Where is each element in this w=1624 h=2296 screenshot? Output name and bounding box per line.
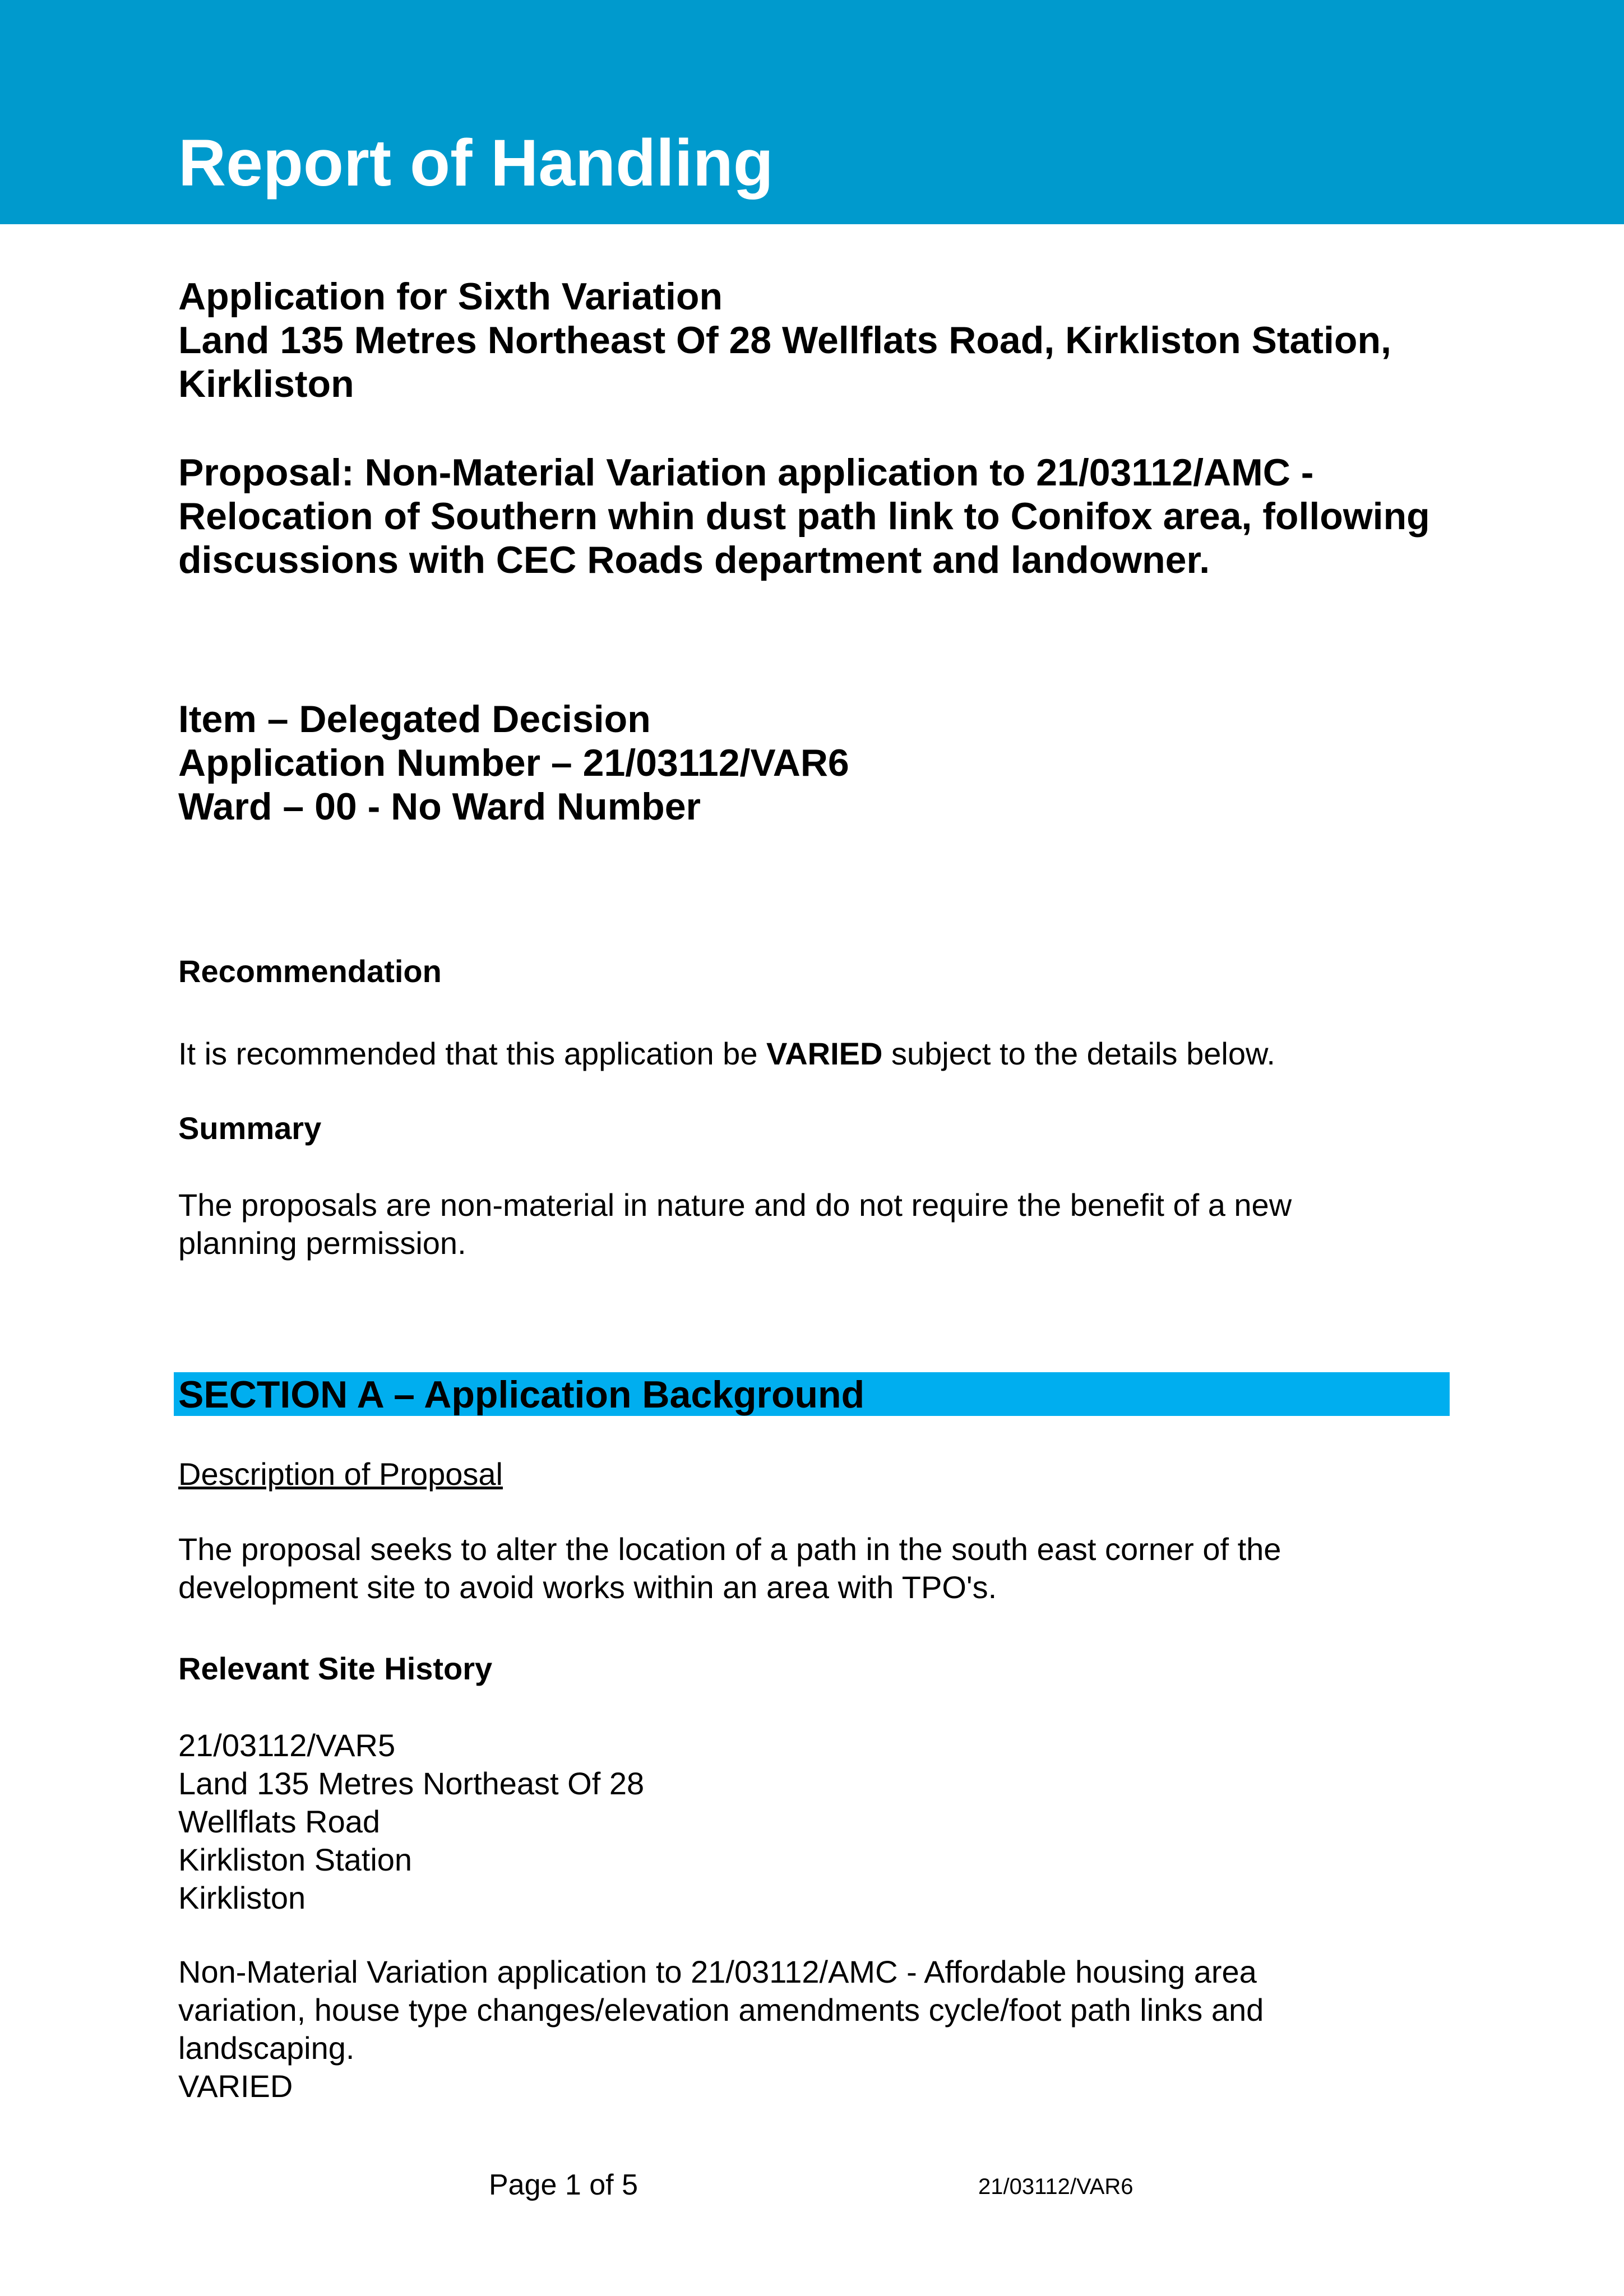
- description-heading: Description of Proposal: [178, 1456, 503, 1492]
- footer-reference: 21/03112/VAR6: [978, 2174, 1133, 2199]
- description-line: The proposal seeks to alter the location of a path in the south east corner of the: [178, 1531, 1281, 1567]
- summary-heading: Summary: [178, 1110, 322, 1146]
- recommendation-text-before: It is recommended that this application be: [178, 1036, 767, 1071]
- proposal-line: Relocation of Southern whin dust path link to Conifox area, following: [178, 495, 1430, 538]
- description-line: development site to avoid works within an area with TPO's.: [178, 1570, 997, 1605]
- history-address-line: Land 135 Metres Northeast Of 28: [178, 1766, 645, 1801]
- item-details: [178, 697, 1451, 828]
- application-title: Application for Sixth Variation: [178, 275, 723, 318]
- summary-text: [178, 1186, 1451, 1262]
- application-address-line: Kirkliston: [178, 363, 354, 405]
- report-title: Report of Handling: [178, 126, 774, 200]
- history-address-line: Kirkliston Station: [178, 1842, 413, 1877]
- history-description-line: variation, house type changes/elevation amendments cycle/foot path links and: [178, 1992, 1264, 2027]
- history-description: [178, 1953, 1451, 2105]
- section-a-title: SECTION A – Application Background: [178, 1373, 865, 1416]
- item-decision: Item – Delegated Decision: [178, 698, 651, 740]
- history-address-line: Wellflats Road: [178, 1804, 381, 1839]
- page-number: Page 1 of 5: [489, 2169, 638, 2201]
- recommendation-text-after: subject to the details below.: [882, 1036, 1275, 1071]
- application-address-line: Land 135 Metres Northeast Of 28 Wellflats Road, Kirkliston Station,: [178, 319, 1391, 362]
- history-status: VARIED: [178, 2068, 293, 2104]
- application-heading: [178, 275, 1451, 406]
- site-history-heading: Relevant Site History: [178, 1651, 493, 1686]
- summary-line: planning permission.: [178, 1225, 466, 1261]
- history-description-line: landscaping.: [178, 2030, 355, 2066]
- site-history-entry: [178, 1726, 1451, 1917]
- ward-number: Ward – 00 - No Ward Number: [178, 785, 701, 828]
- history-reference: 21/03112/VAR5: [178, 1728, 396, 1763]
- proposal-heading: [178, 451, 1451, 582]
- proposal-line: Proposal: Non-Material Variation application to 21/03112/AMC -: [178, 451, 1314, 494]
- recommendation-text: [178, 1035, 1451, 1073]
- application-number: Application Number – 21/03112/VAR6: [178, 742, 849, 784]
- history-description-line: Non-Material Variation application to 21/03112/AMC - Affordable housing area: [178, 1954, 1257, 1989]
- recommendation-heading: Recommendation: [178, 953, 442, 989]
- recommendation-decision: VARIED: [766, 1036, 883, 1071]
- proposal-line: discussions with CEC Roads department and landowner.: [178, 539, 1210, 581]
- description-text: [178, 1530, 1451, 1607]
- summary-line: The proposals are non-material in nature and do not require the benefit of a new: [178, 1187, 1292, 1223]
- history-address-line: Kirkliston: [178, 1880, 306, 1915]
